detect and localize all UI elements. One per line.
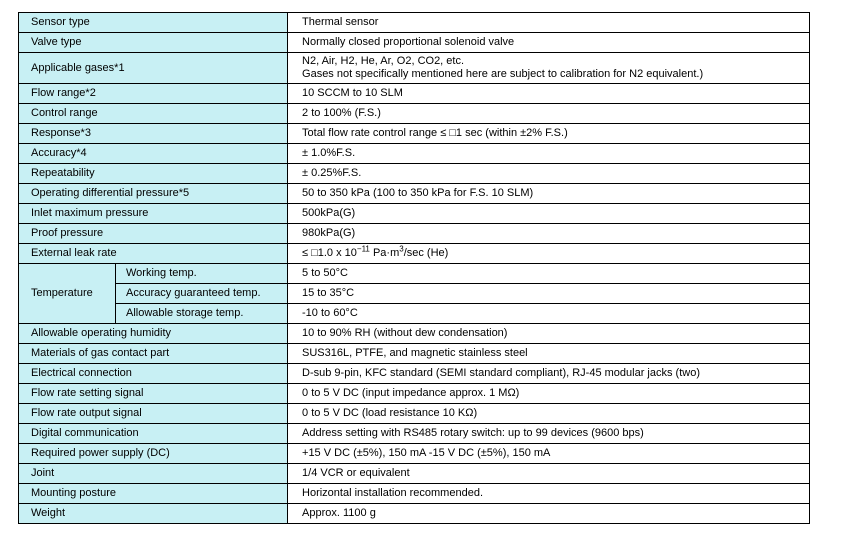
row-value: Approx. 1100 g: [288, 504, 810, 524]
table-row: [19, 424, 810, 444]
row-value: 980kPa(G): [288, 224, 810, 244]
row-label: Accuracy*4: [19, 144, 288, 164]
row-value: ± 1.0%F.S.: [288, 144, 810, 164]
table-row: [19, 504, 810, 524]
row-value: +15 V DC (±5%), 150 mA -15 V DC (±5%), 150 mA: [288, 444, 810, 464]
table-row: [19, 404, 810, 424]
row-value-line: Gases not specifically mentioned here are subject to calibration for N2 equivalent.): [302, 68, 704, 80]
table-row: [19, 184, 810, 204]
leak-rate-exponent: −11: [356, 244, 370, 254]
table-row: [19, 284, 810, 304]
row-value: 10 to 90% RH (without dew condensation): [288, 324, 810, 344]
row-value: [288, 53, 810, 84]
row-label: Electrical connection: [19, 364, 288, 384]
table-row: [19, 84, 810, 104]
row-value-line: N2, Air, H2, He, Ar, O2, CO2, etc.: [302, 55, 465, 67]
row-label: Operating differential pressure*5: [19, 184, 288, 204]
row-label: Applicable gases*1: [19, 53, 288, 84]
table-row: [19, 464, 810, 484]
row-value: [288, 244, 810, 264]
row-label: Repeatability: [19, 164, 288, 184]
table-row: [19, 324, 810, 344]
temperature-label: Temperature: [19, 264, 116, 324]
row-label: Flow range*2: [19, 84, 288, 104]
temperature-sub-label: Working temp.: [116, 264, 288, 284]
row-value: 50 to 350 kPa (100 to 350 kPa for F.S. 10 SLM): [288, 184, 810, 204]
row-value: Address setting with RS485 rotary switch: up to 99 devices (9600 bps): [288, 424, 810, 444]
row-label: Response*3: [19, 124, 288, 144]
row-label: Sensor type: [19, 13, 288, 33]
table-row: [19, 344, 810, 364]
table-row: [19, 244, 810, 264]
row-value: 1/4 VCR or equivalent: [288, 464, 810, 484]
row-value: 500kPa(G): [288, 204, 810, 224]
row-value: 0 to 5 V DC (input impedance approx. 1 MΩ): [288, 384, 810, 404]
table-row: [19, 264, 810, 284]
table-row: [19, 124, 810, 144]
table-row: [19, 33, 810, 53]
row-value: Total flow rate control range ≤ □1 sec (within ±2% F.S.): [288, 124, 810, 144]
row-value: 10 SCCM to 10 SLM: [288, 84, 810, 104]
temperature-sub-label: Allowable storage temp.: [116, 304, 288, 324]
row-label: Joint: [19, 464, 288, 484]
temperature-sub-label: Accuracy guaranteed temp.: [116, 284, 288, 304]
row-value: ± 0.25%F.S.: [288, 164, 810, 184]
row-value: Thermal sensor: [288, 13, 810, 33]
row-label: External leak rate: [19, 244, 288, 264]
table-row: [19, 364, 810, 384]
row-value: 0 to 5 V DC (load resistance 10 KΩ): [288, 404, 810, 424]
leak-rate-unit-exponent: 3: [399, 244, 404, 254]
row-label: Proof pressure: [19, 224, 288, 244]
table-row: [19, 204, 810, 224]
spec-table-container: [18, 12, 810, 524]
row-label: Digital communication: [19, 424, 288, 444]
row-label: Inlet maximum pressure: [19, 204, 288, 224]
table-row: [19, 384, 810, 404]
table-row: [19, 53, 810, 84]
leak-rate-base: ≤ □1.0 x 10: [302, 247, 357, 259]
leak-rate-unit: Pa·m: [369, 247, 400, 259]
row-value: 2 to 100% (F.S.): [288, 104, 810, 124]
table-row: [19, 104, 810, 124]
row-value: 15 to 35°C: [288, 284, 810, 304]
row-value: Normally closed proportional solenoid valve: [288, 33, 810, 53]
spec-table: [18, 12, 810, 524]
table-row: [19, 484, 810, 504]
row-value: SUS316L, PTFE, and magnetic stainless steel: [288, 344, 810, 364]
row-label: Valve type: [19, 33, 288, 53]
table-row: [19, 164, 810, 184]
row-value: D-sub 9-pin, KFC standard (SEMI standard compliant), RJ-45 modular jacks (two): [288, 364, 810, 384]
row-label: Flow rate output signal: [19, 404, 288, 424]
row-value: Horizontal installation recommended.: [288, 484, 810, 504]
row-label: Materials of gas contact part: [19, 344, 288, 364]
row-label: Weight: [19, 504, 288, 524]
row-label: Required power supply (DC): [19, 444, 288, 464]
row-value: 5 to 50°C: [288, 264, 810, 284]
table-row: [19, 224, 810, 244]
row-label: Mounting posture: [19, 484, 288, 504]
table-row: [19, 144, 810, 164]
row-label: Control range: [19, 104, 288, 124]
row-label: Flow rate setting signal: [19, 384, 288, 404]
leak-rate-unit-tail: /sec (He): [403, 247, 449, 259]
table-row: [19, 444, 810, 464]
table-row: [19, 13, 810, 33]
row-label: Allowable operating humidity: [19, 324, 288, 344]
table-row: [19, 304, 810, 324]
row-value: -10 to 60°C: [288, 304, 810, 324]
